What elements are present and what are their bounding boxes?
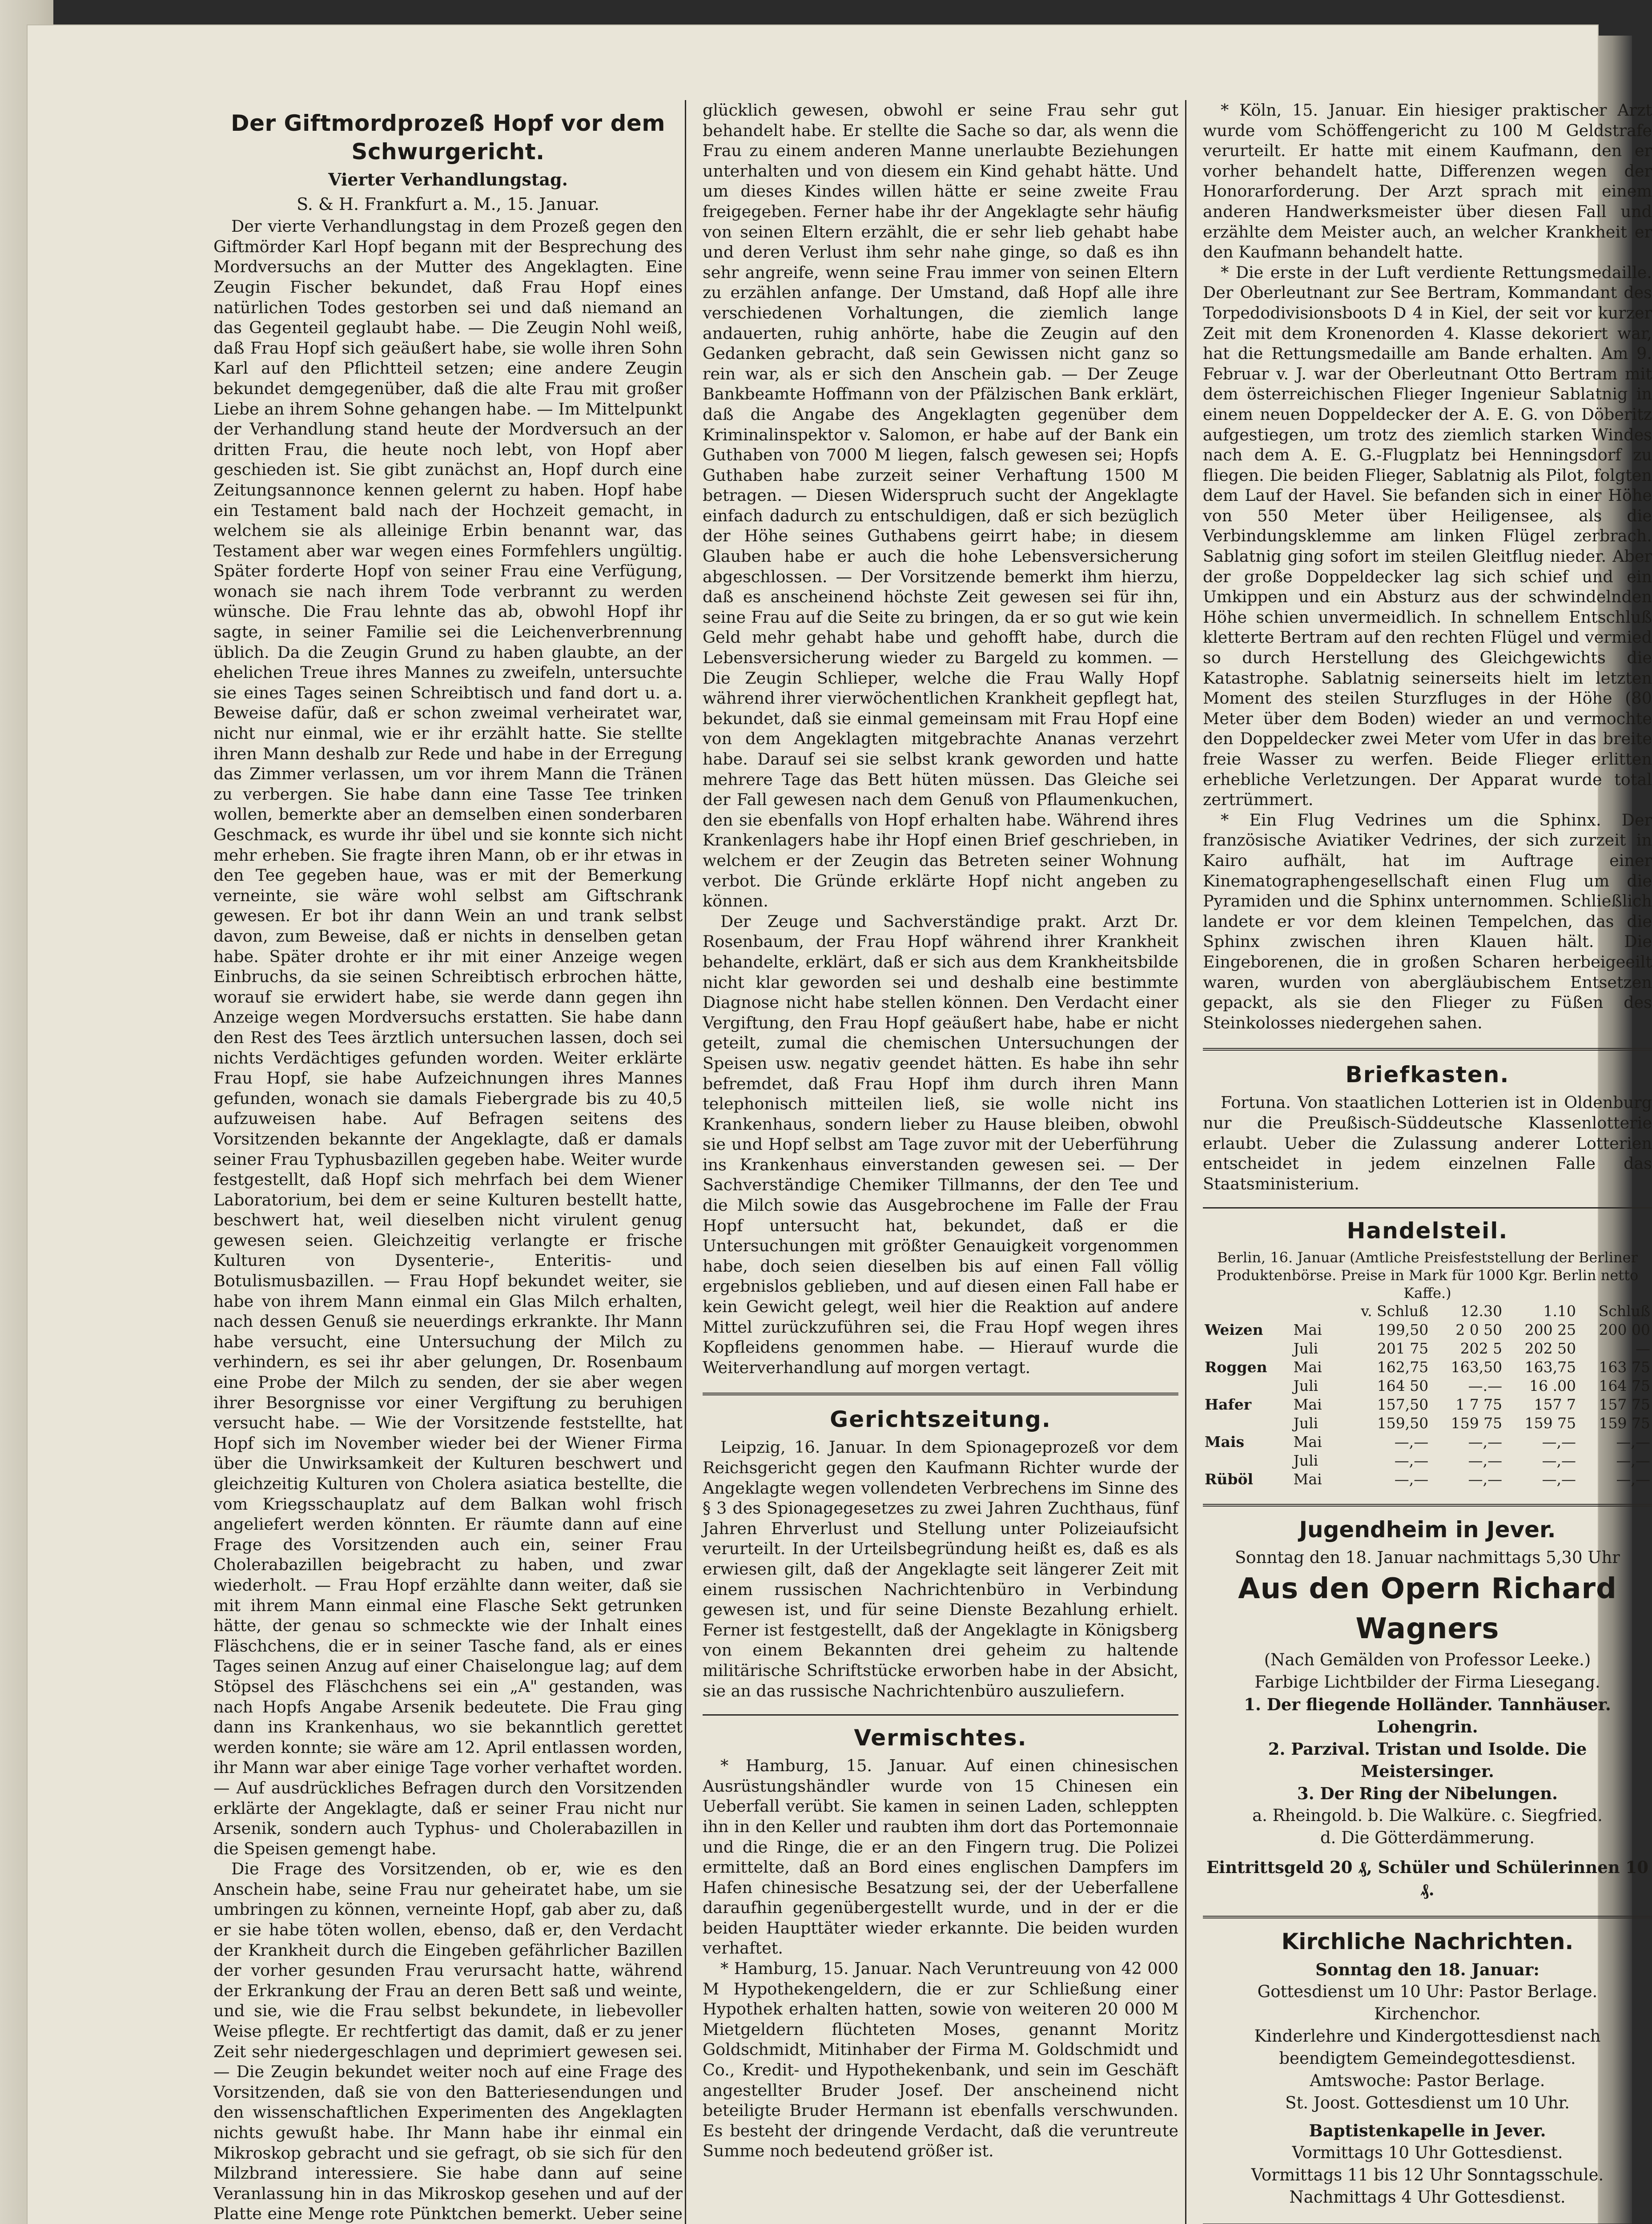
- column-2: [703, 100, 1178, 2224]
- section-divider: [703, 1393, 1178, 1395]
- market-grain: Weizen: [1205, 1321, 1263, 1339]
- market-month: Juli: [1293, 1377, 1318, 1395]
- market-grain: Mais: [1205, 1433, 1245, 1451]
- section-title-misc: Vermischtes.: [854, 1725, 1027, 1751]
- market-row: [1203, 1377, 1652, 1395]
- section-divider: [1203, 1048, 1652, 1051]
- article-subtitle: Vierter Verhandlungstag.: [328, 169, 568, 189]
- market-grain: Hafer: [1205, 1396, 1252, 1414]
- market-grain: [1203, 1339, 1292, 1358]
- market-row: [1203, 1414, 1652, 1433]
- article-title: Der Giftmordprozeß Hopf vor dem Schwurgericht.: [231, 110, 665, 165]
- misc-item: * Ein Flug Vedrines um die Sphinx. Der französische Aviatiker Vedrines, der sich zurzeit in Kairo aufhält, hat im Auftrage einer Kinematographengesellschaft einen Flug um die Pyramiden und die Sphinx unternommen. Schließlich landete er vor dem kleinen Tempelchen, das die Sphinx zwischen ihren Klauen hält. Die Eingeborenen, die in großen Scharen herbeigeeilt waren, wurden von abergläubischem Entsetzen gepackt, als sie den Flieger zu Füßen des Steinkolosses niedergehen sahen.: [1203, 810, 1652, 1032]
- ad-line: 3. Der Ring der Nibelungen.: [1297, 1784, 1558, 1804]
- advertisement-lecture: [1203, 1513, 1652, 1901]
- market-price: —,—: [1616, 1433, 1650, 1451]
- misc-item: * Köln, 15. Januar. Ein hiesiger praktischer Arzt wurde vom Schöffengericht zu 100 M Geldstrafe verurteilt. Er hatte mit einem Kaufmann, den er vorher behandelt hatte, Differenzen wegen der Honorarforderung. Der Arzt sprach mit einem anderen Handwerksmeister über diesen Fall und erzählte dem Meister auch, an welcher Krankheit er den Kaufmann behandelt hatte.: [1203, 101, 1652, 262]
- article-paragraph: Der Zeuge und Sachverständige prakt. Arzt Dr. Rosenbaum, der Frau Hopf während ihrer Krankheit behandelte, erklärt, daß er sich aus dem Krankheitsbilde nicht klar geworden sei und deshalb eine bestimmte Diagnose nicht habe stellen können. Den Verdacht einer Vergiftung, den Frau Hopf geäußert habe, habe er nicht geteilt, zumal die chemischen Untersuchungen der Speisen usw. negativ geendet hätten. Es habe ihn sehr befremdet, daß Frau Hopf ihm durch ihren Mann telephonisch mitteilen ließ, sie wolle nicht ins Krankenhaus, sondern lieber zu Hause bleiben, obwohl sie und Hopf selbst am Tage zuvor mit der Ueberführung ins Krankenhaus einverstanden gewesen sei. — Der Sachverständige Chemiker Tillmanns, der den Tee und die Milch sowie das Ausgebrochene im Falle der Frau Hopf untersucht hat, bekundet, daß er die Untersuchungen mit größter Genauigkeit vorgenommen habe, doch seien dieselben bis auf einen Fall völlig ergebnislos geblieben, und auf diesen einen Fall habe er kein Gewicht gelegt, weil hier die Reaktion auf andere Mittel zurückzuführen sei, die Frau Hopf wegen ihres Kopfleidens genommen habe. — Hierauf wurde die Weiterverhandlung auf morgen vertagt.: [703, 911, 1178, 1377]
- market-row: [1203, 1339, 1652, 1358]
- market-grain: [1203, 1377, 1292, 1395]
- market-price: 16 .00: [1529, 1377, 1576, 1395]
- market-price: 163 75: [1599, 1358, 1650, 1376]
- church-line: Amtswoche: Pastor Berlage.: [1310, 2071, 1545, 2091]
- ad-line: Sonntag den 18. Januar nachmittags 5,30 Uhr: [1235, 1548, 1620, 1567]
- market-price: —,—: [1542, 1471, 1576, 1488]
- ad-title: Jugendheim in Jever.: [1299, 1517, 1556, 1543]
- market-row: [1203, 1470, 1652, 1489]
- newspaper-page: [27, 24, 1652, 2224]
- church-line: Kirchenchor.: [1374, 2004, 1481, 2024]
- market-price: 202 50: [1524, 1340, 1576, 1358]
- market-col-header: 12.30: [1460, 1302, 1503, 1320]
- market-price: —,—: [1616, 1452, 1650, 1470]
- market-price: 159 75: [1524, 1414, 1576, 1432]
- ad-line: a. Rheingold. b. Die Walküre. c. Siegfried.: [1252, 1806, 1603, 1825]
- market-price: —,—: [1468, 1452, 1503, 1470]
- market-row: [1203, 1451, 1652, 1470]
- misc-item: * Hamburg, 15. Januar. Auf einen chinesischen Ausrüstungshändler wurde von 15 Chinesen ein Ueberfall verübt. Sie kamen in seinen Laden, schleppten ihn in den Keller und raubten ihm dort das Portemonnaie und die Ringe, die er an den Fingern trug. Die Polizei ermittelte, daß an Bord eines englischen Dampfers im Hafen chinesische Besatzung sei, der der Ueberfallene daraufhin gegenübergestellt wurde, und in der er die beiden Haupttäter wieder erkannte. Die beiden wurden verhaftet.: [703, 1756, 1178, 1958]
- court-report: Leipzig, 16. Januar. In dem Spionageprozeß vor dem Reichsgericht gegen den Kaufmann Richter wurde der Angeklagte wegen vollendeten Verbrechens im Sinne des § 3 des Spionagegesetzes zu zwei Jahren Zuchthaus, fünf Jahren Ehrverlust und Stellung unter Polizeiaufsicht verurteilt. In der Urteilsbegründung heißt es, daß es als erwiesen gilt, daß der Angeklagte seit längerer Zeit mit einem russischen Nachrichtenbüro in Verbindung gewesen ist, und für seine Dienste Bezahlung erhielt. Ferner ist festgestellt, daß der Angeklagte in Königsberg von einem Bekannten drei geheim zu haltende militärische Schriftstücke erworben habe in der Absicht, sie an das russische Nachrichtenbüro auszuliefern.: [703, 1438, 1178, 1700]
- market-row: [1203, 1395, 1652, 1414]
- market-price: 200 00: [1599, 1321, 1650, 1339]
- ad-line: (Nach Gemälden von Professor Leeke.): [1264, 1650, 1591, 1670]
- section-divider: [1203, 1916, 1652, 1918]
- church-line: Sonntag den 18. Januar:: [1315, 1960, 1539, 1980]
- market-month: Juli: [1293, 1452, 1318, 1470]
- column-rule: [685, 100, 686, 2224]
- ad-line: Eintrittsgeld 20 ₰, Schüler und Schülerinnen 10 ₰.: [1206, 1857, 1649, 1900]
- ad-line: 1. Der fliegende Holländer. Tannhäuser. Lohengrin.: [1244, 1695, 1611, 1737]
- ad-line: 2. Parzival. Tristan und Isolde. Die Meistersinger.: [1268, 1739, 1587, 1781]
- ad-line: d. Die Götterdämmerung.: [1320, 1828, 1535, 1848]
- article-paragraph: Die Frage des Vorsitzenden, ob er, wie es den Anschein habe, seine Frau nur geheiratet habe, um sie umbringen zu können, verneinte Hopf, gab aber zu, daß er sie habe töten wollen, ebenso, daß er, den Verdacht der Krankheit durch die Eingeben gefährlicher Bazillen der vorher gesunden Frau verursacht hatte, während der Erkrankung der Frau an deren Bett saß und weinte, und sie, wie die Frau selbst bekundete, in liebevoller Weise pflegte. Er rechtfertigt das damit, daß er zu jener Zeit sehr niedergeschlagen und deprimiert gewesen sei. — Die Zeugin bekundet weiter noch auf eine Frage des Vorsitzenden, daß sie von den Batteriesendungen und den wissenschaftlichen Experimenten des Angeklagten nichts gewußt habe. Ihr Mann habe ihr einmal ein Mikroskop gebracht und sie gefragt, ob sie sich für den Milzbrand interessiere. Sie habe dann auf seine Veranlassung hin in das Mikroskop gesehen und auf der Platte eine Menge rote Pünktchen bemerkt. Ueber seine: [213, 1859, 683, 2224]
- market-grain: Roggen: [1205, 1358, 1267, 1376]
- misc-item: * Hamburg, 15. Januar. Nach Veruntreuung von 42 000 M Hypothekengeldern, die er zur Schließung einer Hypothek erhalten hatten, sowie von weiteren 20 000 M Mietgeldern flüchteten Moses, genannt Moritz Goldschmidt, Mitinhaber der Firma M. Goldschmidt und Co., Kredit- und Hypothekenbank, und sein im Geschäft angestellter Bruder Josef. Der anscheinend nicht beteiligte Bruder Hermann ist ebenfalls verschwunden. Es besteht der dringende Verdacht, daß die veruntreute Summe noch bedeutend größer ist.: [703, 1959, 1178, 2161]
- market-price: —,—: [1542, 1452, 1576, 1470]
- market-price: —,—: [1468, 1471, 1503, 1488]
- market-price: 159 75: [1451, 1414, 1503, 1432]
- column-1: [213, 100, 683, 2224]
- market-price: 157 75: [1599, 1396, 1650, 1414]
- church-title: Kirchliche Nachrichten.: [1281, 1929, 1574, 1955]
- market-price: 157,50: [1377, 1396, 1429, 1414]
- column-3: [1203, 100, 1652, 2224]
- market-month: Mai: [1293, 1358, 1322, 1376]
- church-line: Vormittags 11 bis 12 Uhr Sonntagsschule.: [1251, 2165, 1604, 2185]
- market-price: 164 50: [1377, 1377, 1429, 1395]
- section-divider: [1203, 1504, 1652, 1507]
- column-rule: [1185, 100, 1186, 2224]
- ad-headline: Aus den Opern Richard Wagners: [1238, 1572, 1617, 1646]
- market-price: —,—: [1394, 1433, 1429, 1451]
- market-price: 162,75: [1377, 1358, 1429, 1376]
- market-price: 164 75: [1599, 1377, 1650, 1395]
- market-price: —: [1636, 1340, 1650, 1358]
- ad-line: Farbige Lichtbilder der Firma Liesegang.: [1254, 1672, 1600, 1692]
- market-price: —,—: [1616, 1471, 1650, 1488]
- market-price: 163,75: [1524, 1358, 1576, 1376]
- church-line: St. Joost. Gottesdienst um 10 Uhr.: [1285, 2093, 1570, 2113]
- market-price: 199,50: [1377, 1321, 1429, 1339]
- market-price: 200 25: [1524, 1321, 1576, 1339]
- market-table-header: [1203, 1302, 1652, 1321]
- market-month: Mai: [1293, 1396, 1322, 1414]
- market-month: Juli: [1293, 1414, 1318, 1432]
- market-month: Mai: [1293, 1471, 1322, 1488]
- article-dateline: S. & H. Frankfurt a. M., 15. Januar.: [297, 194, 599, 214]
- market-price: —,—: [1394, 1471, 1429, 1488]
- market-col-header: 1.10: [1543, 1302, 1576, 1320]
- market-row: [1203, 1358, 1652, 1377]
- church-line: Baptistenkapelle in Jever.: [1309, 2121, 1546, 2141]
- church-line: Kinderlehre und Kindergottesdienst nach beendigtem Gemeindegottesdienst.: [1254, 2027, 1601, 2068]
- article-paragraph: Der vierte Verhandlungstag in dem Prozeß gegen den Giftmörder Karl Hopf begann mit der Besprechung des Mordversuchs an der Mutter des Angeklagten. Eine Zeugin Fischer bekundet, daß Frau Hopf eines natürlichen Todes gestorben sei und daß niemand an das Gegenteil geglaubt habe. — Die Zeugin Nohl weiß, daß Frau Hopf sich geäußert habe, sie wolle ihren Sohn Karl auf den Pflichtteil setzen; eine andere Zeugin bekundet demgegenüber, daß die alte Frau mit großer Liebe an ihrem Sohne gehangen habe. — Im Mittelpunkt der Verhandlung stand heute der Mordversuch an der dritten Frau, die heute noch lebt, von Hopf aber geschieden ist. Sie gibt zunächst an, Hopf durch eine Zeitungsannonce kennen gelernt zu haben. Hopf habe ein Testament bald nach der Hochzeit gemacht, in welchem sie als alleinige Erbin benannt war, das Testament aber war wegen eines Formfehlers ungültig. Später forderte Hopf von seiner Frau eine Verfügung, wonach sie nach ihrem Tode verbrannt zu werden wünsche. Die Frau lehnte das ab, obwohl Hopf ihr sagte, in seiner Familie sei die Leichenverbrennung üblich. Da die Zeugin Grund zu haben glaubte, an der ehelichen Treue ihres Mannes zu zweifeln, untersuchte sie eines Tages seinen Schreibtisch und fand dort u. a. Beweise dafür, daß er schon zweimal verheiratet war, nicht nur einmal, wie er ihr erzählt hatte. Sie stellte ihren Mann deshalb zur Rede und habe in der Erregung das Zimmer verlassen, um vor ihrem Mann die Tränen zu verbergen. Sie habe dann eine Tasse Tee trinken wollen, bemerkte aber an demselben einen sonderbaren Geschmack, es wurde ihr übel und sie konnte sich nicht mehr erheben. Sie fragte ihren Mann, ob er ihr etwas in den Tee gegeben haue, was er mit der Bemerkung verneinte, sie wäre wohl selbst am Giftschrank gewesen. Er bot ihr dann Wein an und trank selbst davon, zum Beweise, daß er nichts in denselben getan habe. Später drohte er ihr mit einer Anzeige wegen Einbruchs, da sie seinen Schreibtisch erbrochen hätte, worauf sie erwidert habe, sie werde dann gegen ihn Anzeige wegen Mordversuchs erstatten. Sie habe dann den Rest des Tees ärztlich untersuchen lassen, doch sei nichts Verdächtiges gefunden worden. Weiter erklärte Frau Hopf, sie habe Aufzeichnungen ihres Mannes gefunden, wonach sie damals Fiebergrade bis zu 40,5 aufzuweisen habe. Auf Befragen seitens des Vorsitzenden bekannte der Angeklagte, daß er damals seiner Frau Typhusbazillen gegeben habe. Weiter wurde festgestellt, daß Hopf sich mehrfach bei dem Wiener Laboratorium, bei dem er seine Kulturen bestellt hatte, beschwert hat, weil dieselben nicht virulent genug gewesen seien. Gleichzeitig verlangte er frische Kulturen von Dysenterie-, Enteritis- und Botulismusbazillen. — Frau Hopf bekundet weiter, sie habe von ihrem Mann einmal ein Glas Milch erhalten, nach dessen Genuß sie neuerdings erkrankte. Ihr Mann habe versucht, eine Untersuchung der Milch zu verhindern, es sei ihr aber gelungen, Dr. Rosenbaum eine Probe der Milch zu senden, der sie aber wegen ihrer Besorgnisse vor einer Vergiftung zu beruhigen versucht habe. — Wie der Vorsitzende feststellte, hat Hopf sich im November wieder bei der Wiener Firma über die Unwirksamkeit der Kulturen beschwert und gleichzeitig Kulturen von Cholera asiatica bestellte, die vom Kriegsschauplatz auf dem Balkan wohl frisch angeliefert werden könnten. Er räumte dann auf eine Frage des Vorsitzenden auch ein, seiner Frau Cholerabazillen beigebracht zu haben, und zwar wiederholt. — Frau Hopf erzählte dann weiter, daß sie mit ihrem Mann einmal eine Flasche Sekt getrunken hätte, der genau so schmeckte wie der Inhalt eines Fläschchens, die er in seiner Tasche fand, als er eines Tages seinen Anzug auf einer Chaiselongue lag; auf dem Stöpsel des Fläschchens sei ein „A" gestanden, was nach Hopfs Angabe Arsenik bedeutete. Die Frau ging dann ins Krankenhaus, wo sie bekanntlich gerettet werden konnte; sie wäre am 12. April entlassen worden, ihr Mann war aber einige Tage vorher verhaftet worden. — Auf ausdrückliches Befragen durch den Vorsitzenden erklärte der Angeklagte, daß er seiner Frau nicht nur Arsenik, sondern auch Typhus- und Cholerabazillen in die Speisen gemengt habe.: [213, 217, 683, 1858]
- market-price: 2 0 50: [1455, 1321, 1503, 1339]
- market-grain: Rüböl: [1205, 1471, 1254, 1488]
- market-price: 163,50: [1451, 1358, 1503, 1376]
- market-grain: [1203, 1451, 1292, 1470]
- market-price: 157 7: [1534, 1396, 1576, 1414]
- market-month: Juli: [1293, 1340, 1318, 1358]
- market-table: [1203, 1302, 1652, 1489]
- church-line: Vormittags 10 Uhr Gottesdienst.: [1292, 2143, 1563, 2163]
- misc-item: * Die erste in der Luft verdiente Rettungsmedaille. Der Oberleutnant zur See Bertram, Kommandant des Torpedodivisionsboots D 4 in Kiel, der seit vor kurzer Zeit mit dem Kronenorden 4. Klasse dekoriert war, hat die Rettungsmedaille am Bande erhalten. Am 9. Februar v. J. war der Oberleutnant Otto Bertram mit dem österreichischen Flieger Ingenieur Sablatnig in einem neuen Doppeldecker der A. E. G. von Döberitz aufgestiegen, um trotz des ziemlich starken Windes nach dem A. E. G.-Flugplatz bei Henningsdorf zu fliegen. Die beiden Flieger, Sablatnig als Pilot, folgten dem Lauf der Havel. Sie befanden sich in einer Höhe von 550 Meter über Heiligensee, als die Verbindungsklemme am linken Flügel zerbrach. Sablatnig ging sofort im steilen Gleitflug nieder. Aber der große Doppeldecker lag sich schief und ein Umkippen und ein Absturz aus der schwindelnden Höhe schien unvermeidlich. In schnellem Entschluß kletterte Bertram auf den rechten Flügel und vermied so durch Herstellung des Gleichgewichts die Katastrophe. Sablatnig seinerseits hielt im letzten Moment des steilen Sturzfluges in der Höhe (80 Meter über dem Boden) wieder an und vermochte den Doppeldecker zwei Meter vom Ufer in das breite freie Wasser zu werfen. Beide Flieger erlitten erhebliche Verletzungen. Der Apparat wurde total zertrümmert.: [1203, 262, 1652, 810]
- market-price: —,—: [1468, 1433, 1503, 1451]
- market-grain: [1203, 1414, 1292, 1433]
- section-title-court: Gerichtszeitung.: [830, 1406, 1051, 1433]
- market-header: Berlin, 16. Januar (Amtliche Preisfeststellung der Berliner Produktenbörse. Preise in Mark für 1000 Kgr. Berlin netto Kaffe.): [1216, 1249, 1639, 1302]
- article-paragraph: glücklich gewesen, obwohl er seine Frau sehr gut behandelt habe. Er stellte die Sache so dar, als wenn die Frau zu einem anderen Manne unerlaubte Beziehungen unterhalten und von diesem ein Kind gehabt hätte. Und um dieses Kindes willen hätte er seine zweite Frau freigegeben. Ferner habe ihr der Angeklagte sehr häufig von seinen Eltern erzählt, die er sehr lieb gehabt habe und deren Verlust ihm sehr nahe ginge, so daß es ihn sehr angreife, wenn seine Frau immer von seinen Eltern zu erzählen anfange. Der Umstand, daß Hopf alle ihre verschiedenen Vorhaltungen, die ziemlich lange andauerten, ruhig anhörte, habe die Zeugin auf den Gedanken gebracht, daß sein Gewissen nicht ganz so rein war, als er sich den Anschein gab. — Der Zeuge Bankbeamte Hoffmann von der Pfälzischen Bank erklärt, daß die Angabe des Angeklagten gegenüber dem Kriminalinspektor v. Salomon, er habe auf der Bank ein Guthaben von 7000 M liegen, falsch gewesen sei; Hopfs Guthaben habe zurzeit seiner Verhaftung 1500 M betragen. — Diesen Widerspruch sucht der Angeklagte einfach dadurch zu entschuldigen, daß er sich bezüglich der Höhe seines Guthabens geirrt habe; in diesem Glauben habe er auch die hohe Lebensversicherung abgeschlossen. — Der Vorsitzende bemerkt ihm hierzu, daß es anscheinend höchste Zeit gewesen sei für ihn, seine Frau auf die Seite zu bringen, da er so gut wie kein Geld mehr gehabt habe und gehofft habe, durch die Lebensversicherung wieder zu Bargeld zu kommen. — Die Zeugin Schlieper, welche die Frau Wally Hopf während ihrer vierwöchentlichen Krankheit gepflegt hat, bekundet, daß sie einmal gemeinsam mit Frau Hopf eine von dem Angeklagten mitgebrachte Ananas verzehrt habe. Darauf sei sie selbst krank geworden und hatte mehrere Tage das Bett hüten müssen. Das Gleiche sei der Fall gewesen nach dem Genuß von Pflaumenkuchen, den sie ebenfalls von Hopf erhalten habe. Während ihres Krankenlagers habe ihr Hopf einen Brief geschrieben, in welchem er der Zeugin das Betreten seiner Wohnung verbot. Die Gründe erklärte Hopf nicht angeben zu können.: [703, 101, 1178, 911]
- market-col-header: Schluß: [1598, 1302, 1650, 1320]
- market-price: —,—: [1394, 1452, 1429, 1470]
- market-month: Mai: [1293, 1433, 1322, 1451]
- church-line: Gottesdienst um 10 Uhr: Pastor Berlage.: [1257, 1982, 1598, 2002]
- market-price: 159,50: [1377, 1414, 1429, 1432]
- market-rows: [1203, 1321, 1652, 1489]
- market-row: [1203, 1321, 1652, 1339]
- church-line: Nachmittags 4 Uhr Gottesdienst.: [1289, 2188, 1566, 2207]
- market-price: —.—: [1468, 1377, 1503, 1395]
- section-divider: [703, 1714, 1178, 1716]
- market-price: 201 75: [1377, 1340, 1429, 1358]
- church-notices: [1203, 1925, 1652, 2208]
- section-title-trade: Handelsteil.: [1347, 1218, 1508, 1244]
- letters-item: Fortuna. Von staatlichen Lotterien ist in Oldenburg nur die Preußisch-Süddeutsche Klassenlotterie erlaubt. Ueber die Zulassung anderer Lotterien entscheidet in jedem einzelnen Falle das Staatsministerium.: [1203, 1093, 1652, 1193]
- section-title-letters: Briefkasten.: [1345, 1062, 1510, 1088]
- market-col-header: v. Schluß: [1361, 1302, 1429, 1320]
- market-row: [1203, 1433, 1652, 1451]
- market-price: 1 7 75: [1455, 1396, 1503, 1414]
- market-price: 202 5: [1460, 1340, 1503, 1358]
- market-price: 159 75: [1599, 1414, 1650, 1432]
- section-divider: [1203, 1207, 1652, 1209]
- market-month: Mai: [1293, 1321, 1322, 1339]
- market-price: —,—: [1542, 1433, 1576, 1451]
